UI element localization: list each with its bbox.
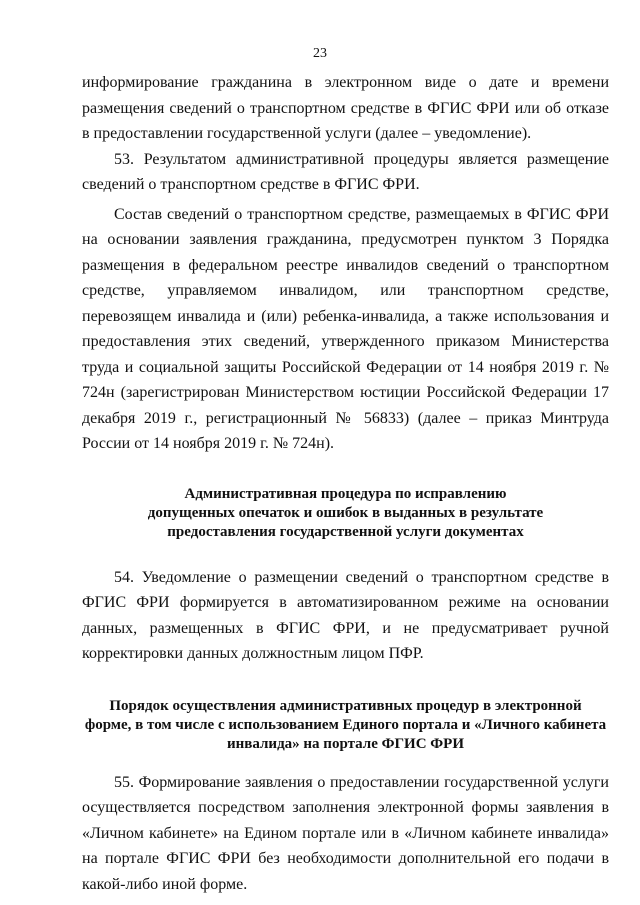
section-heading-correction	[82, 485, 609, 542]
heading-line: форме, в том числе с использованием Единого портала и «Личного кабинета	[84, 716, 607, 733]
heading-line: допущенных опечаток и ошибок в выданных в результате	[147, 504, 544, 521]
heading-line: Административная процедура по исправлению	[184, 485, 507, 502]
section-heading-electronic	[82, 697, 609, 754]
paragraph-53: 53. Результатом административной процедуры является размещение сведений о транспортном средстве в ФГИС ФРИ.	[82, 150, 609, 193]
page-number: 23	[313, 46, 327, 61]
paragraph-55: 55. Формирование заявления о предоставлении государственной услуги осуществляется посредством заполнения электронной формы заявления в «Личном кабинете» на Едином портале или в «Личном кабинете инвалида» на портале ФГИС ФРИ без необходимости дополнительной его подачи в какой-либо иной форме.	[82, 773, 609, 893]
paragraph-continuation: информирование гражданина в электронном виде о дате и времени размещения сведений о транспортном средстве в ФГИС ФРИ или об отказе в предоставлении государственной услуги (далее – уведомление).	[82, 74, 609, 142]
heading-line: инвалида» на портале ФГИС ФРИ	[227, 735, 464, 752]
paragraph-54: 54. Уведомление о размещении сведений о транспортном средстве в ФГИС ФРИ формируется в автоматизированном режиме на основании данных, размещенных в ФГИС ФРИ, и не предусматривает ручной корректировки данных должностным лицом ПФР.	[82, 568, 609, 662]
heading-line: предоставления государственной услуги документах	[167, 523, 524, 540]
paragraph-composition: Состав сведений о транспортном средстве, размещаемых в ФГИС ФРИ на основании заявления гражданина, предусмотрен пунктом 3 Порядка размещения в федеральном реестре инвалидов сведений о транспортном средстве, управляемом инвалидом, или транспортном средстве, перевозящем инвалида и (или) ребенка-инвалида, а также использования и предоставления этих сведений, утвержденного приказом Министерства труда и социальной защиты Российской Федерации от 14 ноября 2019 г. № 724н (зарегистрирован Министерством юстиции Российской Федерации 17 декабря 2019 г., регистрационный № 56833) (далее – приказ Минтруда России от 14 ноября 2019 г. № 724н).	[82, 205, 609, 452]
document-body	[82, 70, 609, 897]
heading-line: Порядок осуществления административных процедур в электронной	[109, 697, 582, 714]
